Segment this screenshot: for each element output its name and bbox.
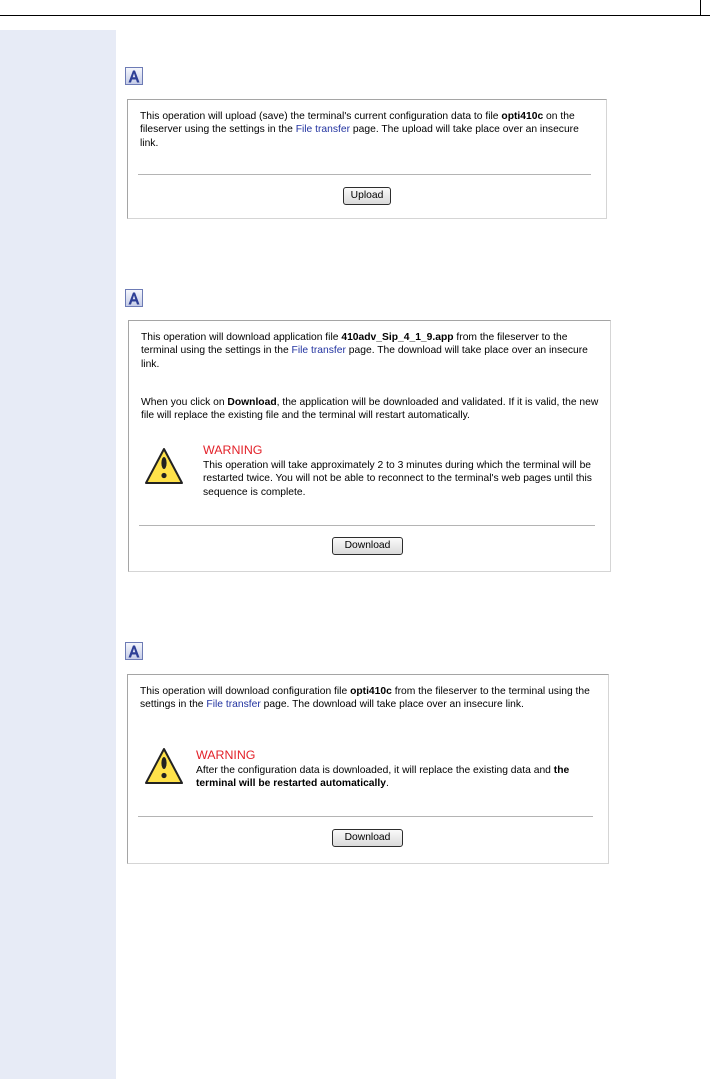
- upload-divider: [138, 174, 591, 175]
- config-download-description: [140, 685, 598, 712]
- config-download-text-1: This operation will download configuration file: [140, 686, 351, 697]
- app-download-details: [141, 396, 600, 423]
- app-download-panel: [128, 320, 611, 572]
- app-download-description: [141, 331, 600, 371]
- upload-filename: opti410c: [501, 111, 544, 122]
- app-download-text-1: This operation will download application file: [141, 332, 342, 343]
- app-download-text-2: from the fileserver to the terminal using the settings in the: [141, 332, 568, 357]
- file-transfer-link[interactable]: File transfer: [295, 124, 351, 136]
- sidebar-margin: [0, 30, 116, 1079]
- app-details-text-2: , the application will be downloaded and validated. If it is valid, the new file will replace the existing file and the terminal will restart automatically.: [141, 397, 599, 422]
- upload-text-3: page. The upload will take place over an insecure link.: [140, 124, 579, 149]
- app-download-divider: [139, 525, 595, 526]
- warning-triangle-icon: [144, 747, 184, 785]
- config-warning-text-2: .: [386, 778, 389, 790]
- upload-text-1: This operation will upload (save) the terminal's current configuration data to file: [140, 111, 502, 122]
- app-details-text-1: When you click on: [141, 397, 228, 408]
- config-download-panel: [127, 674, 609, 864]
- admin-a-icon: [125, 67, 143, 85]
- download-config-button[interactable]: Download: [332, 829, 403, 847]
- config-filename: opti410c: [350, 686, 392, 697]
- config-download-text-3: page. The download will take place over an insecure link.: [260, 699, 524, 711]
- config-warning-text: [196, 764, 596, 791]
- file-transfer-link[interactable]: File transfer: [291, 345, 346, 357]
- app-details-bold: Download: [227, 397, 277, 408]
- warning-title: WARNING: [203, 443, 263, 457]
- upload-button[interactable]: Upload: [343, 187, 391, 205]
- upload-panel: [127, 99, 607, 219]
- header-tick: [700, 0, 701, 15]
- file-transfer-link[interactable]: File transfer: [206, 699, 261, 711]
- admin-a-icon: [125, 642, 143, 660]
- download-app-button[interactable]: Download: [332, 537, 403, 555]
- upload-description: [140, 110, 596, 150]
- admin-a-icon: [125, 289, 143, 307]
- app-filename: 410adv_Sip_4_1_9.app: [341, 332, 454, 343]
- config-warning-bold: the terminal will be restarted automatically: [196, 765, 570, 790]
- app-download-text-3: page. The download will take place over an insecure link.: [141, 345, 588, 370]
- warning-triangle-icon: [144, 447, 184, 485]
- header-rule: [0, 15, 710, 16]
- upload-text-2: on the fileserver using the settings in the: [140, 111, 575, 136]
- config-download-divider: [138, 816, 593, 817]
- config-download-text-2: from the fileserver to the terminal using the settings in the: [140, 686, 590, 711]
- warning-title: WARNING: [196, 748, 256, 762]
- config-warning-text-1: After the configuration data is downloaded, it will replace the existing data and: [196, 765, 554, 776]
- warning-text: This operation will take approximately 2 to 3 minutes during which the terminal will be restarted twice. You will not be able to reconnect to the terminal's web pages until this sequence is complete.: [203, 460, 592, 498]
